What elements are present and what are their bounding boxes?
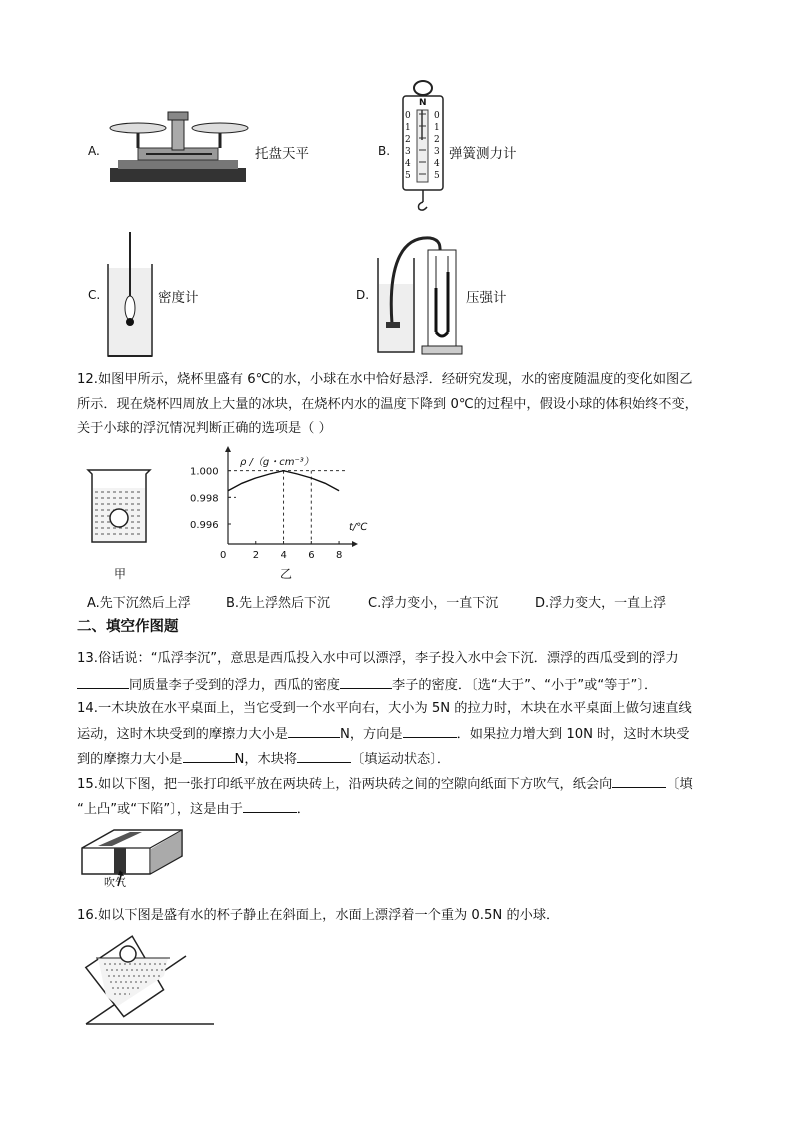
q15-line-1: 15.如以下图，把一张打印纸平放在两块砖上，沿两块砖之间的空隙向纸面下方吹气，纸会向 〔填 <box>77 774 727 794</box>
chart-x-tick-label: 6 <box>308 550 315 561</box>
option-b-letter: B. <box>378 144 391 158</box>
q16-line-1: 16.如以下图是盛有水的杯子静止在斜面上，水面上漂浮着一个重为 0.5N 的小球． <box>77 908 560 923</box>
q14-blank-1[interactable] <box>288 724 340 738</box>
option-d-name: 压强计 <box>466 290 507 306</box>
q12-line-1: 12.如图甲所示，烧杯里盛有 6℃的水，小球在水中恰好悬浮．经研究发现，水的密度随温度的变化如图乙 <box>77 372 693 387</box>
q13-line-2: 同质量李子受到的浮力，西瓜的密度 李子的密度．〔选“大于”、“小于”或“等于”〕． <box>77 675 727 695</box>
q14-blank-3[interactable] <box>183 749 235 763</box>
q12-choice-b: B.先上浮然后下沉 <box>226 596 331 611</box>
chart-y-tick-label: 0.998 <box>190 493 219 505</box>
q12-line-2: 所示．现在烧杯四周放上大量的冰块，在烧杯内水的温度下降到 0℃的过程中，假设小球的体积始终不变， <box>77 397 698 412</box>
chart-x-arrow <box>352 541 358 547</box>
chart-density-curve <box>228 471 339 491</box>
option-a-name: 托盘天平 <box>255 146 309 162</box>
chart-y-arrow <box>225 446 231 452</box>
balance-scale-figure <box>108 110 248 185</box>
q15-blank-1[interactable] <box>612 774 666 788</box>
hydrometer-figure <box>106 228 156 358</box>
q13-blank-2[interactable] <box>340 675 392 689</box>
spring-scale-unit: N <box>419 98 427 108</box>
blow-air-label: 吹气 <box>104 876 126 889</box>
option-b <box>378 80 578 215</box>
fig-yi-label: 乙 <box>280 567 293 581</box>
q12-choice-a: A.先下沉然后上浮 <box>87 596 191 611</box>
q15-blank-2[interactable] <box>243 799 297 813</box>
beaker-figure <box>86 466 156 546</box>
q12-line-3: 关于小球的浮沉情况判断正确的选项是（ ） <box>77 421 332 436</box>
option-a <box>88 110 328 190</box>
q15-line-2: “上凸”或“下陷”〕，这是由于 ． <box>77 799 727 819</box>
q12-choice-c: C.浮力变小，一直下沉 <box>368 596 499 611</box>
q13-blank-1[interactable] <box>77 675 129 689</box>
q14-line-2: 运动，这时木块受到的摩擦力大小是 N，方向是 ．如果拉力增大到 10N 时，这时木块受 <box>77 724 727 744</box>
spring-scale-right-ticks: 0 1 2 3 4 5 <box>434 111 440 181</box>
option-c-name: 密度计 <box>158 290 199 306</box>
density-chart <box>188 452 348 562</box>
chart-origin-label: 0 <box>220 550 227 561</box>
section-heading: 二、填空作图题 <box>77 619 179 635</box>
chart-y-tick-label: 0.996 <box>190 520 219 531</box>
option-c <box>88 228 288 358</box>
pressure-gauge-figure <box>376 228 466 356</box>
fig-jia-label: 甲 <box>114 567 127 581</box>
incline-cup-figure <box>82 936 222 1026</box>
option-d <box>356 228 586 358</box>
bricks-paper-figure <box>78 826 188 892</box>
q14-blank-4[interactable] <box>297 749 351 763</box>
option-c-letter: C. <box>88 288 101 302</box>
chart-x-tick-label: 2 <box>252 550 260 561</box>
spring-scale-left-ticks: 0 1 2 3 4 5 <box>405 111 411 181</box>
q14-line-1: 14.一木块放在水平桌面上，当它受到一个水平向右，大小为 5N 的拉力时，木块在水平桌面上做匀速直线 <box>77 701 692 716</box>
q12-choice-d: D.浮力变大，一直上浮 <box>535 596 667 611</box>
chart-x-tick-label: 4 <box>280 550 287 561</box>
chart-y-label: ρ /（g・cm⁻³） <box>240 457 314 468</box>
q14-line-3: 到的摩擦力大小是 N，木块将 〔填运动状态〕． <box>77 749 727 769</box>
chart-x-tick-label: 8 <box>336 550 343 561</box>
q13-line-1: 13.俗话说：“瓜浮李沉”，意思是西瓜投入水中可以漂浮，李子投入水中会下沉．漂浮的西瓜受到的浮力 <box>77 651 679 666</box>
option-b-name: 弹簧测力计 <box>449 146 517 162</box>
chart-y-tick-label: 1.000 <box>190 466 219 478</box>
chart-x-label: t/℃ <box>349 522 368 533</box>
option-d-letter: D. <box>356 288 370 302</box>
option-a-letter: A. <box>88 144 100 158</box>
q14-blank-2[interactable] <box>403 724 457 738</box>
